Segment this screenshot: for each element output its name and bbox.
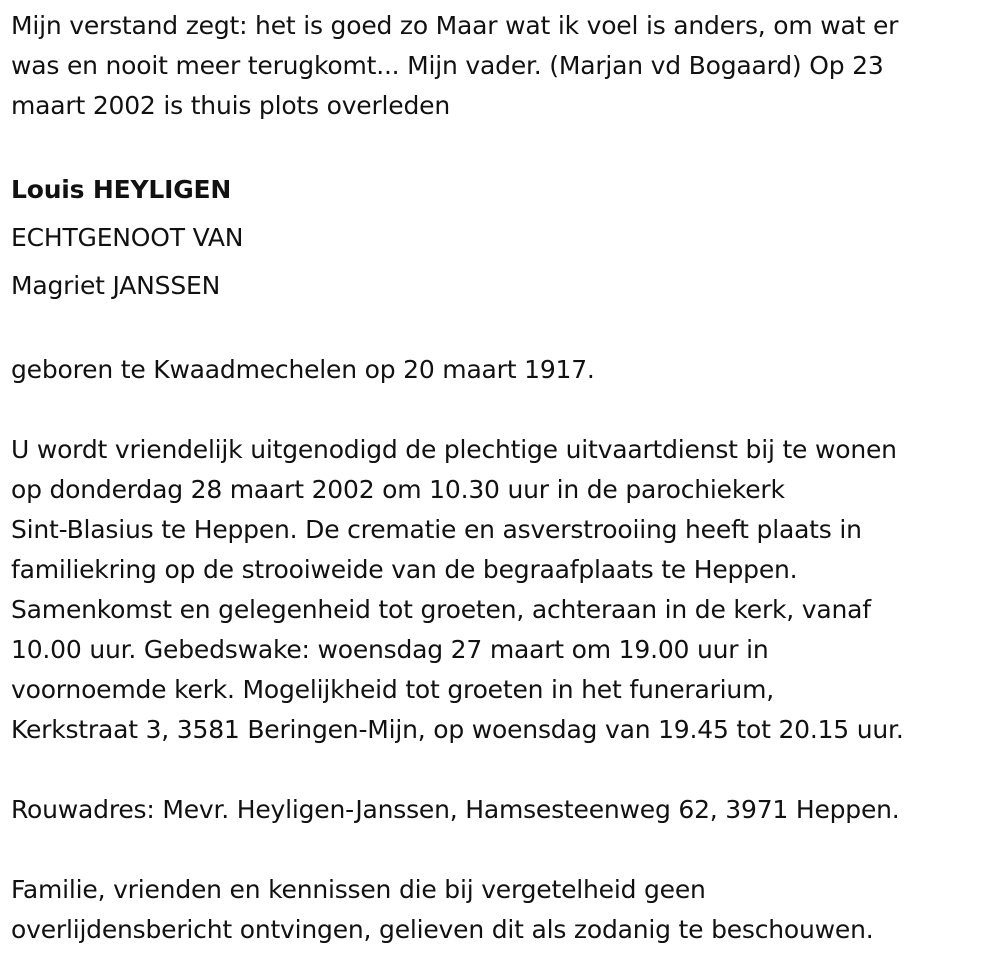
invitation-line: Kerkstraat 3, 3581 Beringen-Mijn, op woensdag van 19.45 tot 20.15 uur. xyxy=(11,715,904,744)
invitation-line: Sint-Blasius te Heppen. De crematie en asverstrooiing heeft plaats in xyxy=(11,515,862,544)
invitation-line: voornoemde kerk. Mogelijkheid tot groeten in het funerarium, xyxy=(11,675,774,704)
intro-line: maart 2002 is thuis plots overleden xyxy=(11,91,450,120)
deceased-name: Louis HEYLIGEN xyxy=(11,175,232,204)
closing-line: Familie, vrienden en kennissen die bij vergetelheid geen xyxy=(11,875,706,904)
spacer xyxy=(11,126,990,166)
invitation-line: op donderdag 28 maart 2002 om 10.30 uur in de parochiekerk xyxy=(11,475,785,504)
invitation-line: 10.00 uur. Gebedswake: woensdag 27 maart om 19.00 uur in xyxy=(11,635,769,664)
spacer xyxy=(11,390,990,430)
spacer xyxy=(11,750,990,790)
address-paragraph xyxy=(11,790,990,830)
relation-label: ECHTGENOOT VAN xyxy=(11,223,244,252)
intro-line: was en nooit meer terugkomt... Mijn vader. (Marjan vd Bogaard) Op 23 xyxy=(11,51,884,80)
spacer xyxy=(11,830,990,870)
address-line: Rouwadres: Mevr. Heyligen-Janssen, Hamsesteenweg 62, 3971 Heppen. xyxy=(11,795,900,824)
birth-paragraph xyxy=(11,350,990,390)
invitation-line: Samenkomst en gelegenheid tot groeten, achteraan in de kerk, vanaf xyxy=(11,595,871,624)
intro-line: Mijn verstand zegt: het is goed zo Maar wat ik voel is anders, om wat er xyxy=(11,11,899,40)
closing-paragraph xyxy=(11,870,990,950)
deceased-block xyxy=(11,166,990,310)
invitation-line: familiekring op de strooiweide van de begraafplaats te Heppen. xyxy=(11,555,798,584)
spouse-name: Magriet JANSSEN xyxy=(11,271,221,300)
invitation-paragraph xyxy=(11,430,990,750)
spacer xyxy=(11,310,990,350)
birth-line: geboren te Kwaadmechelen op 20 maart 1917. xyxy=(11,355,595,384)
intro-paragraph xyxy=(11,6,990,126)
invitation-line: U wordt vriendelijk uitgenodigd de plechtige uitvaartdienst bij te wonen xyxy=(11,435,897,464)
closing-line: overlijdensbericht ontvingen, gelieven dit als zodanig te beschouwen. xyxy=(11,915,874,944)
